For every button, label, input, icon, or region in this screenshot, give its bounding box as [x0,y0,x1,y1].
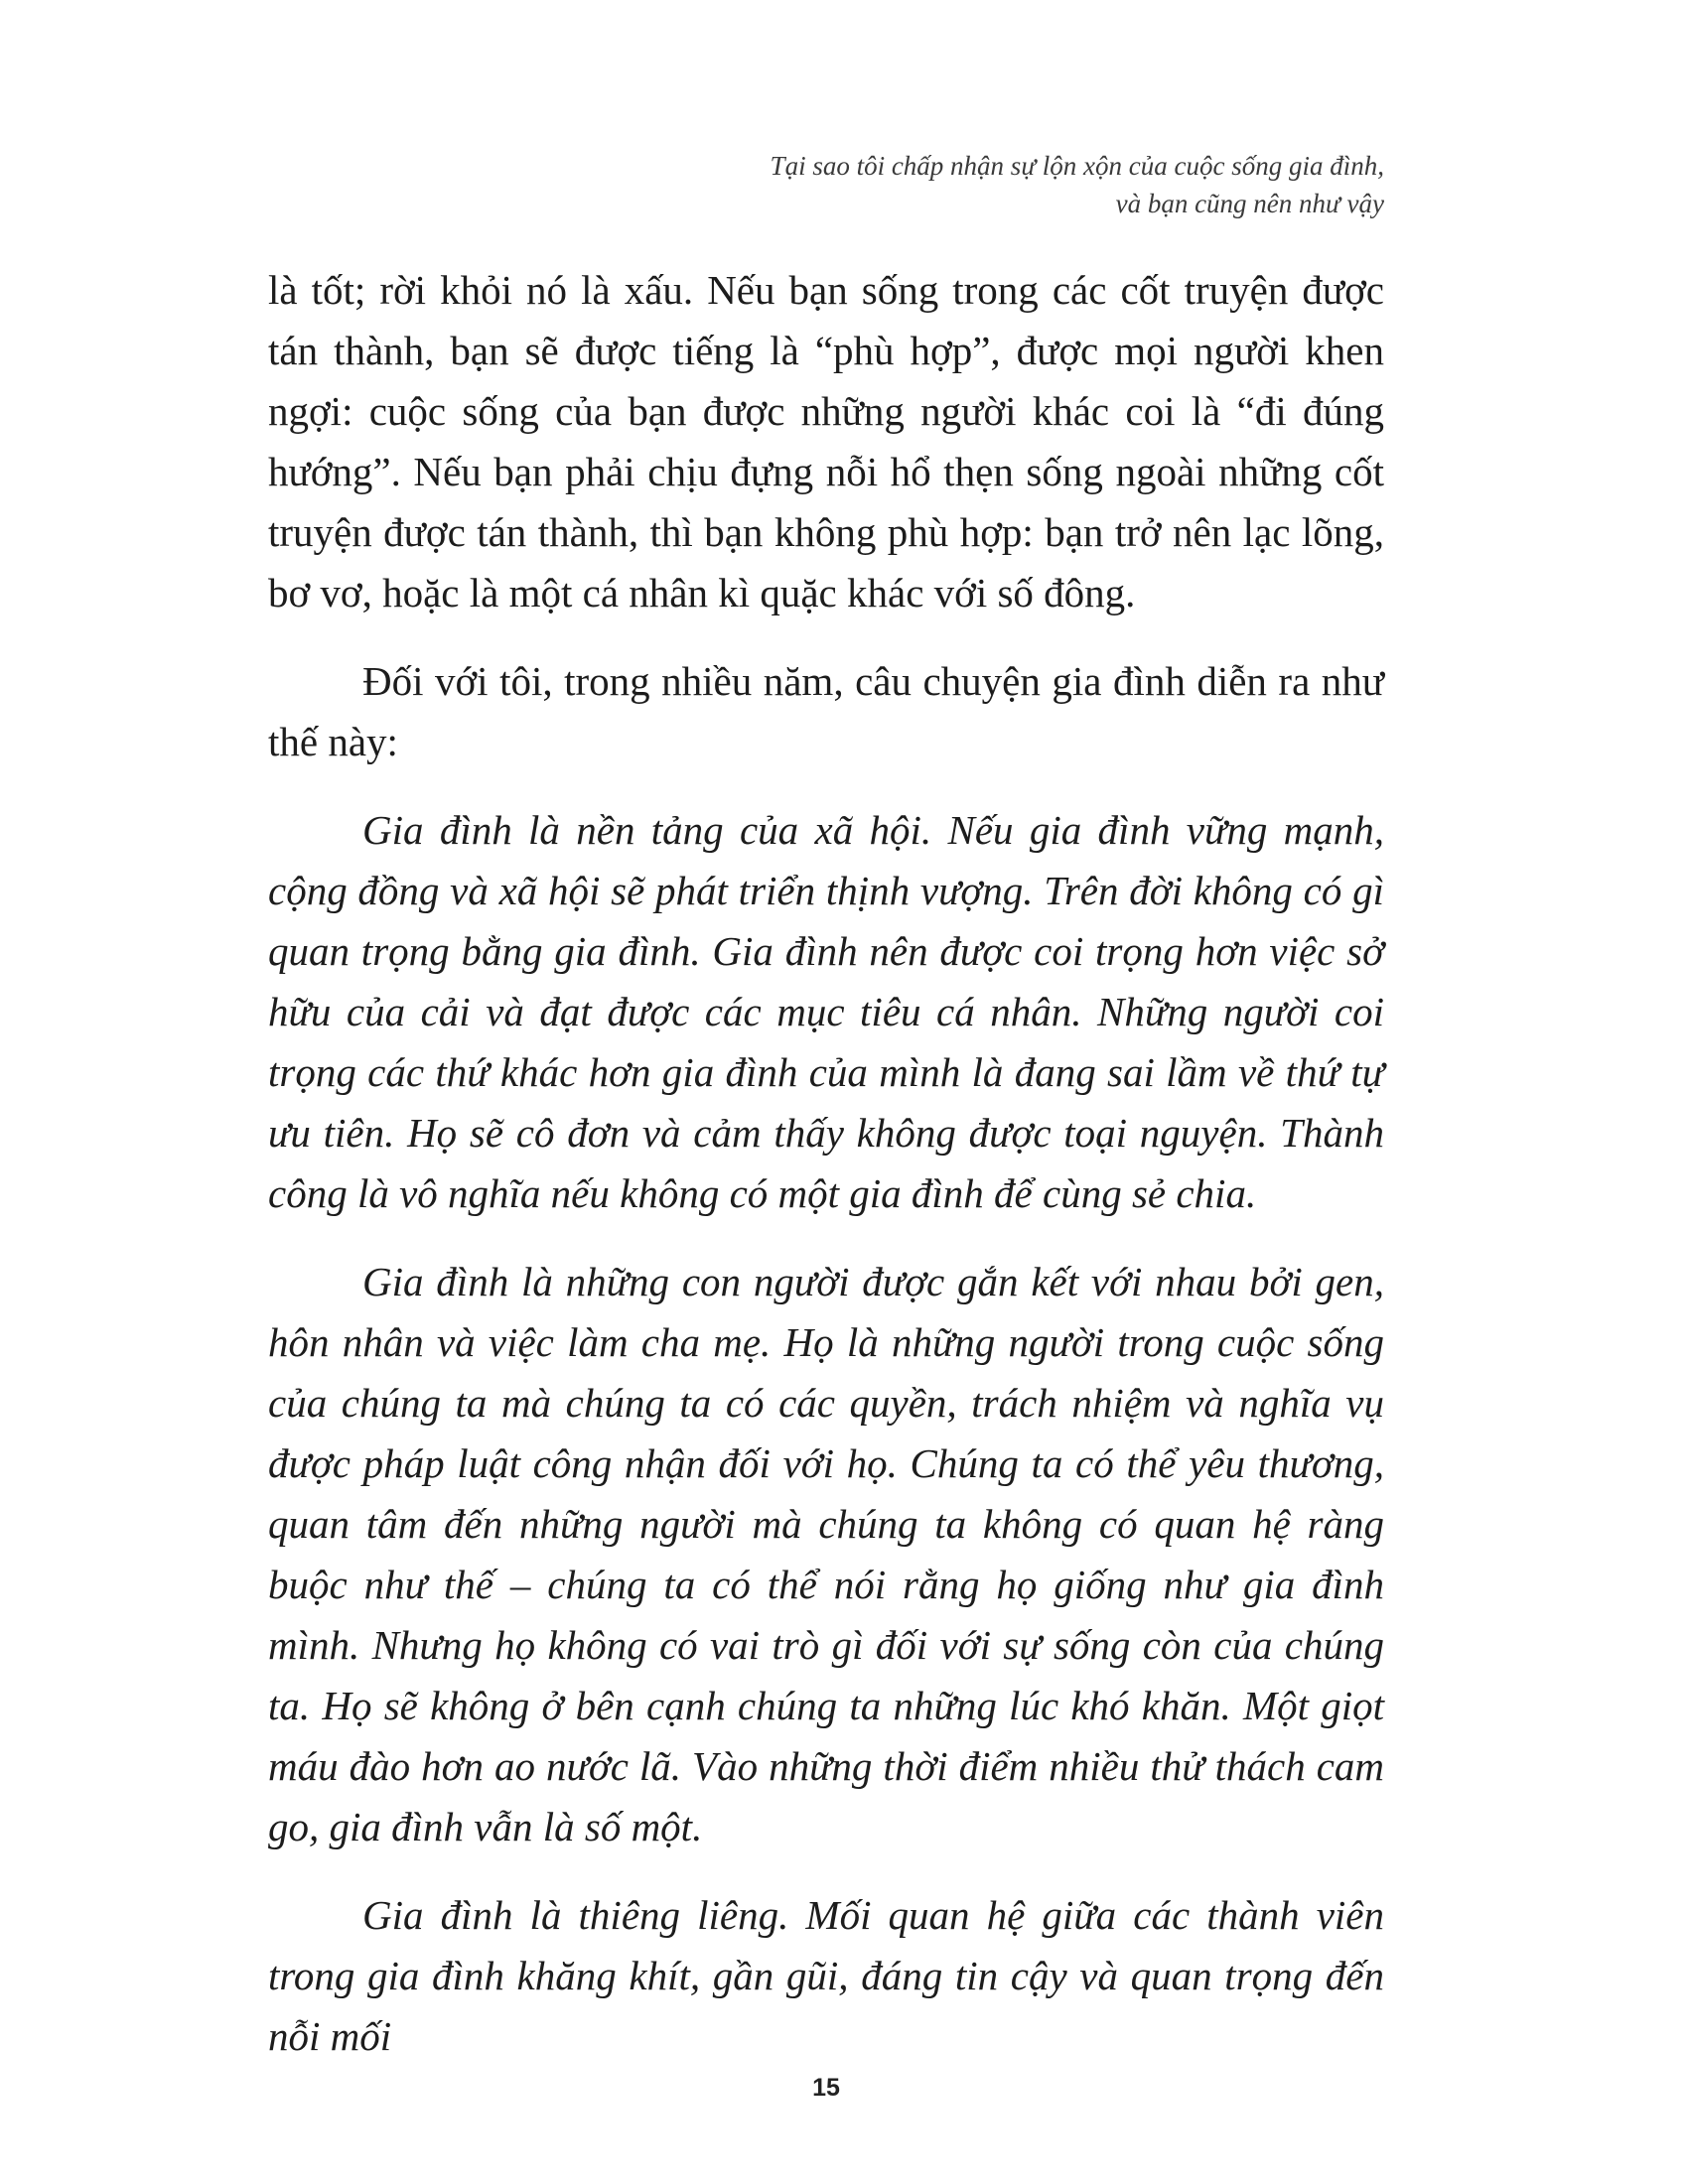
running-header-line-2: và bạn cũng nên như vậy [1115,189,1384,218]
paragraph-family-foundation: Gia đình là nền tảng của xã hội. Nếu gia đình vững mạnh, cộng đồng và xã hội sẽ phát triển thịnh vượng. Trên đời không có gì quan trọng bằng gia đình. Gia đình nên được coi trọng hơn việc sở hữu của cải và đạt được các mục tiêu cá nhân. Những người coi trọng các thứ khác hơn gia đình của mình là đang sai lầm về thứ tự ưu tiên. Họ sẽ cô đơn và cảm thấy không được toại nguyện. Thành công là vô nghĩa nếu không có một gia đình để cùng sẻ chia. [268,807,1384,1216]
body-text [268,260,1384,2095]
running-header [268,147,1384,222]
paragraph-continuation: là tốt; rời khỏi nó là xấu. Nếu bạn sống trong các cốt truyện được tán thành, bạn sẽ được tiếng là “phù hợp”, được mọi người khen ngợi: cuộc sống của bạn được những người khác coi là “đi đúng hướng”. Nếu bạn phải chịu đựng nỗi hổ thẹn sống ngoài những cốt truyện được tán thành, thì bạn không phù hợp: bạn trở nên lạc lõng, bơ vơ, hoặc là một cá nhân kì quặc khác với số đông. [268,267,1384,615]
running-header-line-1: Tại sao tôi chấp nhận sự lộn xộn của cuộc sống gia đình, [770,151,1384,181]
paragraph-family-sacred: Gia đình là thiêng liêng. Mối quan hệ giữa các thành viên trong gia đình khăng khít, gần gũi, đáng tin cậy và quan trọng đến nỗi mối [268,1892,1384,2059]
paragraph-family-definition: Gia đình là những con người được gắn kết với nhau bởi gen, hôn nhân và việc làm cha mẹ. Họ là những người trong cuộc sống của chúng ta mà chúng ta có các quyền, trách nhiệm và nghĩa vụ được pháp luật công nhận đối với họ. Chúng ta có thể yêu thương, quan tâm đến những người mà chúng ta không có quan hệ ràng buộc như thế – chúng ta có thể nói rằng họ giống như gia đình mình. Nhưng họ không có vai trò gì đối với sự sống còn của chúng ta. Họ sẽ không ở bên cạnh chúng ta những lúc khó khăn. Một giọt máu đào hơn ao nước lã. Vào những thời điểm nhiều thử thách cam go, gia đình vẫn là số một. [268,1259,1384,1849]
paragraph-intro: Đối với tôi, trong nhiều năm, câu chuyện gia đình diễn ra như thế này: [268,658,1384,764]
page-number: 15 [812,2074,840,2102]
